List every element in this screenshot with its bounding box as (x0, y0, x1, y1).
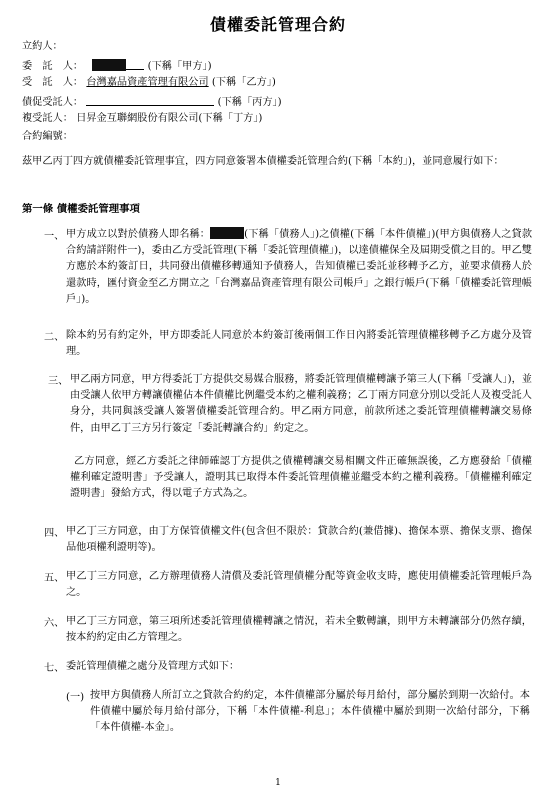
party-c-blank (86, 94, 214, 106)
page-number: 1 (275, 778, 281, 788)
item-6-text: 甲乙丁三方同意，第三項所述委託管理債權轉讓之情況，若未全數轉讓，則甲方未轉讓部分仍然存續，按本約約定由乙方管理之。 (66, 616, 532, 644)
sub-item-1-text: 按甲方與債務人所訂立之貸款合約約定，本件債權部分屬於每月給付，部分屬於到期一次給付。本件債權中屬於每月給付部分，下稱「本件債權-利息」；本件債權中屬於到期一次給付部分，下稱「本件債權-本金」。 (90, 690, 530, 734)
sub-item-1-number: (一) (66, 692, 85, 703)
item-2-text: 除本約另有約定外，甲方即委託人同意於本約簽訂後兩個工作日內將委託管理債權移轉予乙方處分及管理。 (66, 330, 532, 358)
party-a-label: 委 託 人： (22, 61, 84, 72)
parties-heading: 立約人： (22, 41, 63, 52)
document-title: 債權委託管理合約 (209, 15, 346, 34)
intro-paragraph: 茲甲乙丙丁四方就債權委託管理事宜，四方同意簽署本債權委託管理合約(下稱「本約」)，並同意履行如下： (22, 156, 504, 167)
item-4-text: 甲乙丁三方同意，由丁方保管債權文件(包含但不限於：貸款合約(兼借據)、擔保本票、擔保支票、擔保品他項權利證明等)。 (66, 526, 532, 554)
party-a-line (22, 58, 212, 74)
party-a-blank (126, 58, 144, 70)
item-1-body: (下稱「債務人」)之債權(下稱「本件債權」)(甲方與債務人之貸款合約請詳附件一)，委由乙方受託管理(下稱「委託管理債權」)，以達債權保全及屆期受償之目的。甲乙雙方應於本約簽訂日，共同發出債權移轉通知予債務人，告知債權已委託並移轉予乙方，並要求債務人於還款時，匯付資金至乙方開立之「台灣嘉品資產管理有限公司帳戶」之銀行帳戶(下稱「債權委託管理帳戶」)。 (66, 229, 533, 305)
party-b-line (22, 76, 276, 90)
item-3-number: 三、 (48, 376, 69, 387)
item-3-text: 甲乙兩方同意，甲方得委託丁方提供交易媒合服務，將委託管理債權轉讓予第三人(下稱「受讓人」)，並由受讓人依甲方轉讓債權佔本件債權比例繼受本約之權利義務；乙丁兩方同意分別以受託人及複受託人身分，共同與該受讓人簽署債權委託管理合約。甲乙兩方同意，前款所述之委託管理債權轉讓交易條件，由甲乙丁三方另行簽定「委託轉讓合約」約定之。 (70, 374, 532, 434)
redacted-debtor-name (210, 227, 244, 239)
item-2-number: 二、 (44, 332, 65, 343)
party-d-name: 日昇金互聯網股份有限公司(下稱「丁方」) (76, 113, 263, 124)
item-4-number: 四、 (44, 528, 65, 539)
item-6-number: 六、 (44, 618, 65, 629)
party-c-line (22, 94, 282, 110)
contract-number: 合約編號： (22, 131, 73, 142)
party-d-label: 複受託人： (22, 113, 73, 124)
item-5-number: 五、 (44, 573, 65, 584)
party-c-label: 債促受託人： (22, 97, 84, 108)
party-b-name: 台灣嘉品資產管理有限公司 (86, 77, 209, 88)
item-3-text-2: 乙方同意，經乙方委託之律師確認丁方提供之債權轉讓交易相關文件正確無誤後，乙方應發給「債權權利確定證明書」予受讓人，證明其已取得本件委託管理債權並繼受本約之權利義務。「債權權利確定證明書」發給方式，得以電子方式為之。 (70, 456, 532, 500)
item-5-text: 甲乙丁三方同意，乙方辦理債務人清償及委託管理債權分配等資金收支時，應使用債權委託管理帳戶為之。 (66, 571, 532, 599)
item-1-text (66, 227, 532, 308)
party-b-suffix: (下稱「乙方」) (211, 77, 276, 88)
party-c-suffix: (下稱「丙方」) (217, 97, 282, 108)
redacted-name (92, 59, 126, 71)
item-1-pre: 甲方成立以對於債務人即名稱： (66, 229, 211, 240)
item-1-number: 一、 (44, 231, 65, 242)
party-d-line (22, 112, 262, 126)
item-7-number: 七、 (44, 663, 65, 674)
item-7-text: 委託管理債權之處分及管理方式如下： (66, 661, 240, 672)
party-a-suffix: (下稱「甲方」) (147, 61, 212, 72)
section-1-heading: 第一條 債權委託管理事項 (22, 203, 140, 215)
party-b-label: 受 託 人： (22, 77, 84, 88)
